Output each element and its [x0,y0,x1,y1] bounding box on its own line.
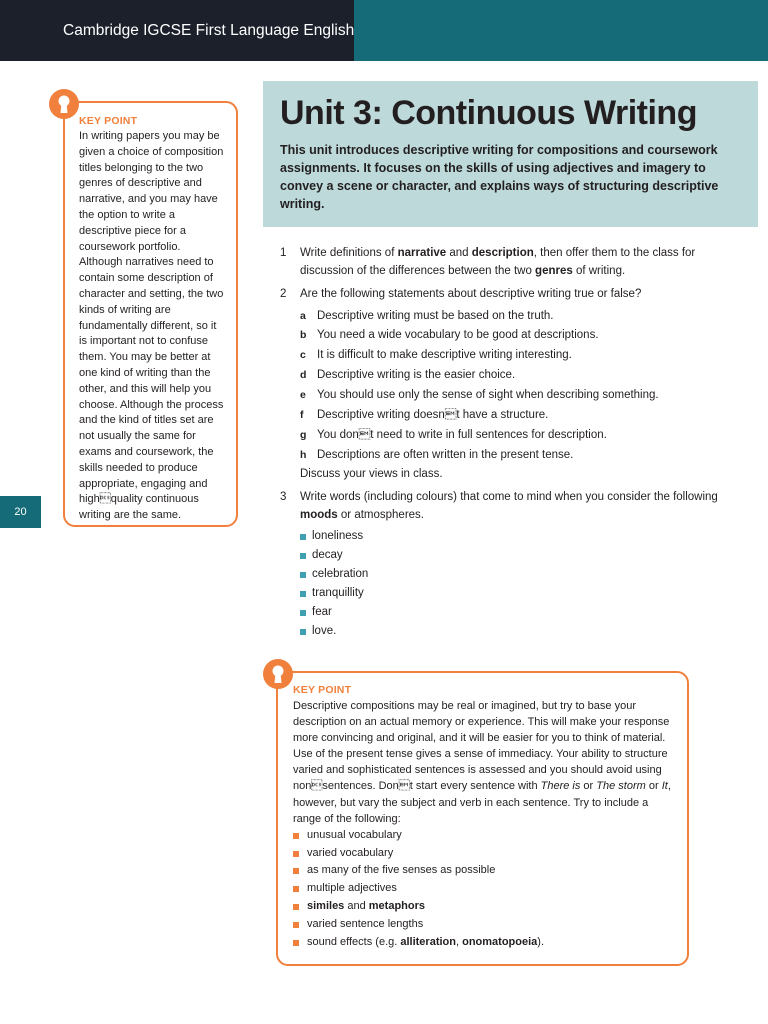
list-item: sound effects (e.g. alliteration, onomatopoeia). [293,934,675,952]
list-item: d Descriptive writing is the easier choice. [300,369,516,382]
square-bullet-icon [293,940,299,946]
list-item: c It is difficult to make descriptive writing interesting. [300,349,572,362]
square-bullet-icon [293,922,299,928]
list-item: as many of the five senses as possible [293,862,675,880]
key-point-heading: KEY POINT [79,115,138,127]
statement-list [300,307,750,466]
list-item: f Descriptive writing doesnt have a structure. [300,409,549,422]
mood-list [300,527,750,641]
list-item: fear [300,603,750,622]
square-bullet-icon [293,868,299,874]
list-item: decay [300,546,750,565]
header-bar-right [354,0,768,61]
question-2 [280,286,750,483]
square-bullet-icon [300,629,306,635]
key-point-box-bottom [276,671,689,966]
question-list [280,245,750,647]
discuss-instruction: Discuss your views in class. [300,467,443,480]
unit-title: Unit 3: Continuous Writing [280,94,697,132]
square-bullet-icon [293,833,299,839]
keyhole-icon [263,659,293,689]
list-item: e You should use only the sense of sight when describing something. [300,389,659,402]
square-bullet-icon [300,553,306,559]
key-point-heading: KEY POINT [293,684,352,696]
technique-list [293,827,675,952]
square-bullet-icon [293,851,299,857]
question-text: Are the following statements about descriptive writing true or false? [300,288,642,300]
key-point-box-left [63,101,238,527]
list-item: h Descriptions are often written in the present tense. [300,448,574,461]
square-bullet-icon [300,610,306,616]
question-number: 1 [280,247,287,259]
unit-header-box [263,81,758,227]
square-bullet-icon [300,572,306,578]
list-item: multiple adjectives [293,880,675,898]
list-item: loneliness [300,527,750,546]
question-text: Write words (including colours) that come to mind when you consider the following moods or atmospheres. [300,491,718,521]
list-item: varied sentence lengths [293,916,675,934]
list-item: celebration [300,565,750,584]
question-1 [280,245,750,280]
square-bullet-icon [293,904,299,910]
key-point-text: In writing papers you may be given a choice of composition titles belonging to the two genres of descriptive and narrative, and you may have the option to write a descriptive piece for a coursework portfolio. Although narratives need to contain some description of character and setting, the two kinds of writing are fundamentally different, so it is important not to confuse them. You may be better at one kind of writing than the other, and this will help you choose. Although the process and the kind of titles set are not usually the same for exams and coursework, the skills needed to produce appropriate, engaging and highquality continuous writing are the same. [79,130,224,522]
question-number: 2 [280,288,287,300]
list-item: varied vocabulary [293,845,675,863]
keyhole-icon [49,89,79,119]
question-text: Write definitions of narrative and description, then offer them to the class for discussion of the differences between the two genres of writing. [300,247,696,277]
key-point-text: Descriptive compositions may be real or imagined, but try to base your description on an actual memory or experience. This will make your response more convincing and original, and it will be easier for you to think of material. Use of the present tense gives a sense of immediacy. Your ability to structure varied and sophisticated sentences is assessed and you should avoid using nonsentences. Dont start every sentence with There is or The storm or It, however, but vary the subject and verb in each sentence. Try to include a range of the following: [293,700,671,825]
list-item: g You dont need to write in full sentences for description. [300,428,607,441]
book-title: Cambridge IGCSE First Language English [63,22,355,39]
question-3 [280,489,750,641]
list-item: similes and metaphors [293,898,675,916]
list-item: love. [300,622,750,641]
square-bullet-icon [293,886,299,892]
question-number: 3 [280,491,287,504]
page-number: 20 [0,496,41,528]
list-item: unusual vocabulary [293,827,675,845]
list-item: a Descriptive writing must be based on the truth. [300,309,554,322]
list-item: tranquillity [300,584,750,603]
list-item: b You need a wide vocabulary to be good at descriptions. [300,329,599,342]
unit-intro: This unit introduces descriptive writing for compositions and coursework assignments. It focuses on the skills of using adjectives and imagery to convey a scene or character, and explains ways of structuring descriptive writing. [280,143,719,211]
square-bullet-icon [300,591,306,597]
square-bullet-icon [300,534,306,540]
